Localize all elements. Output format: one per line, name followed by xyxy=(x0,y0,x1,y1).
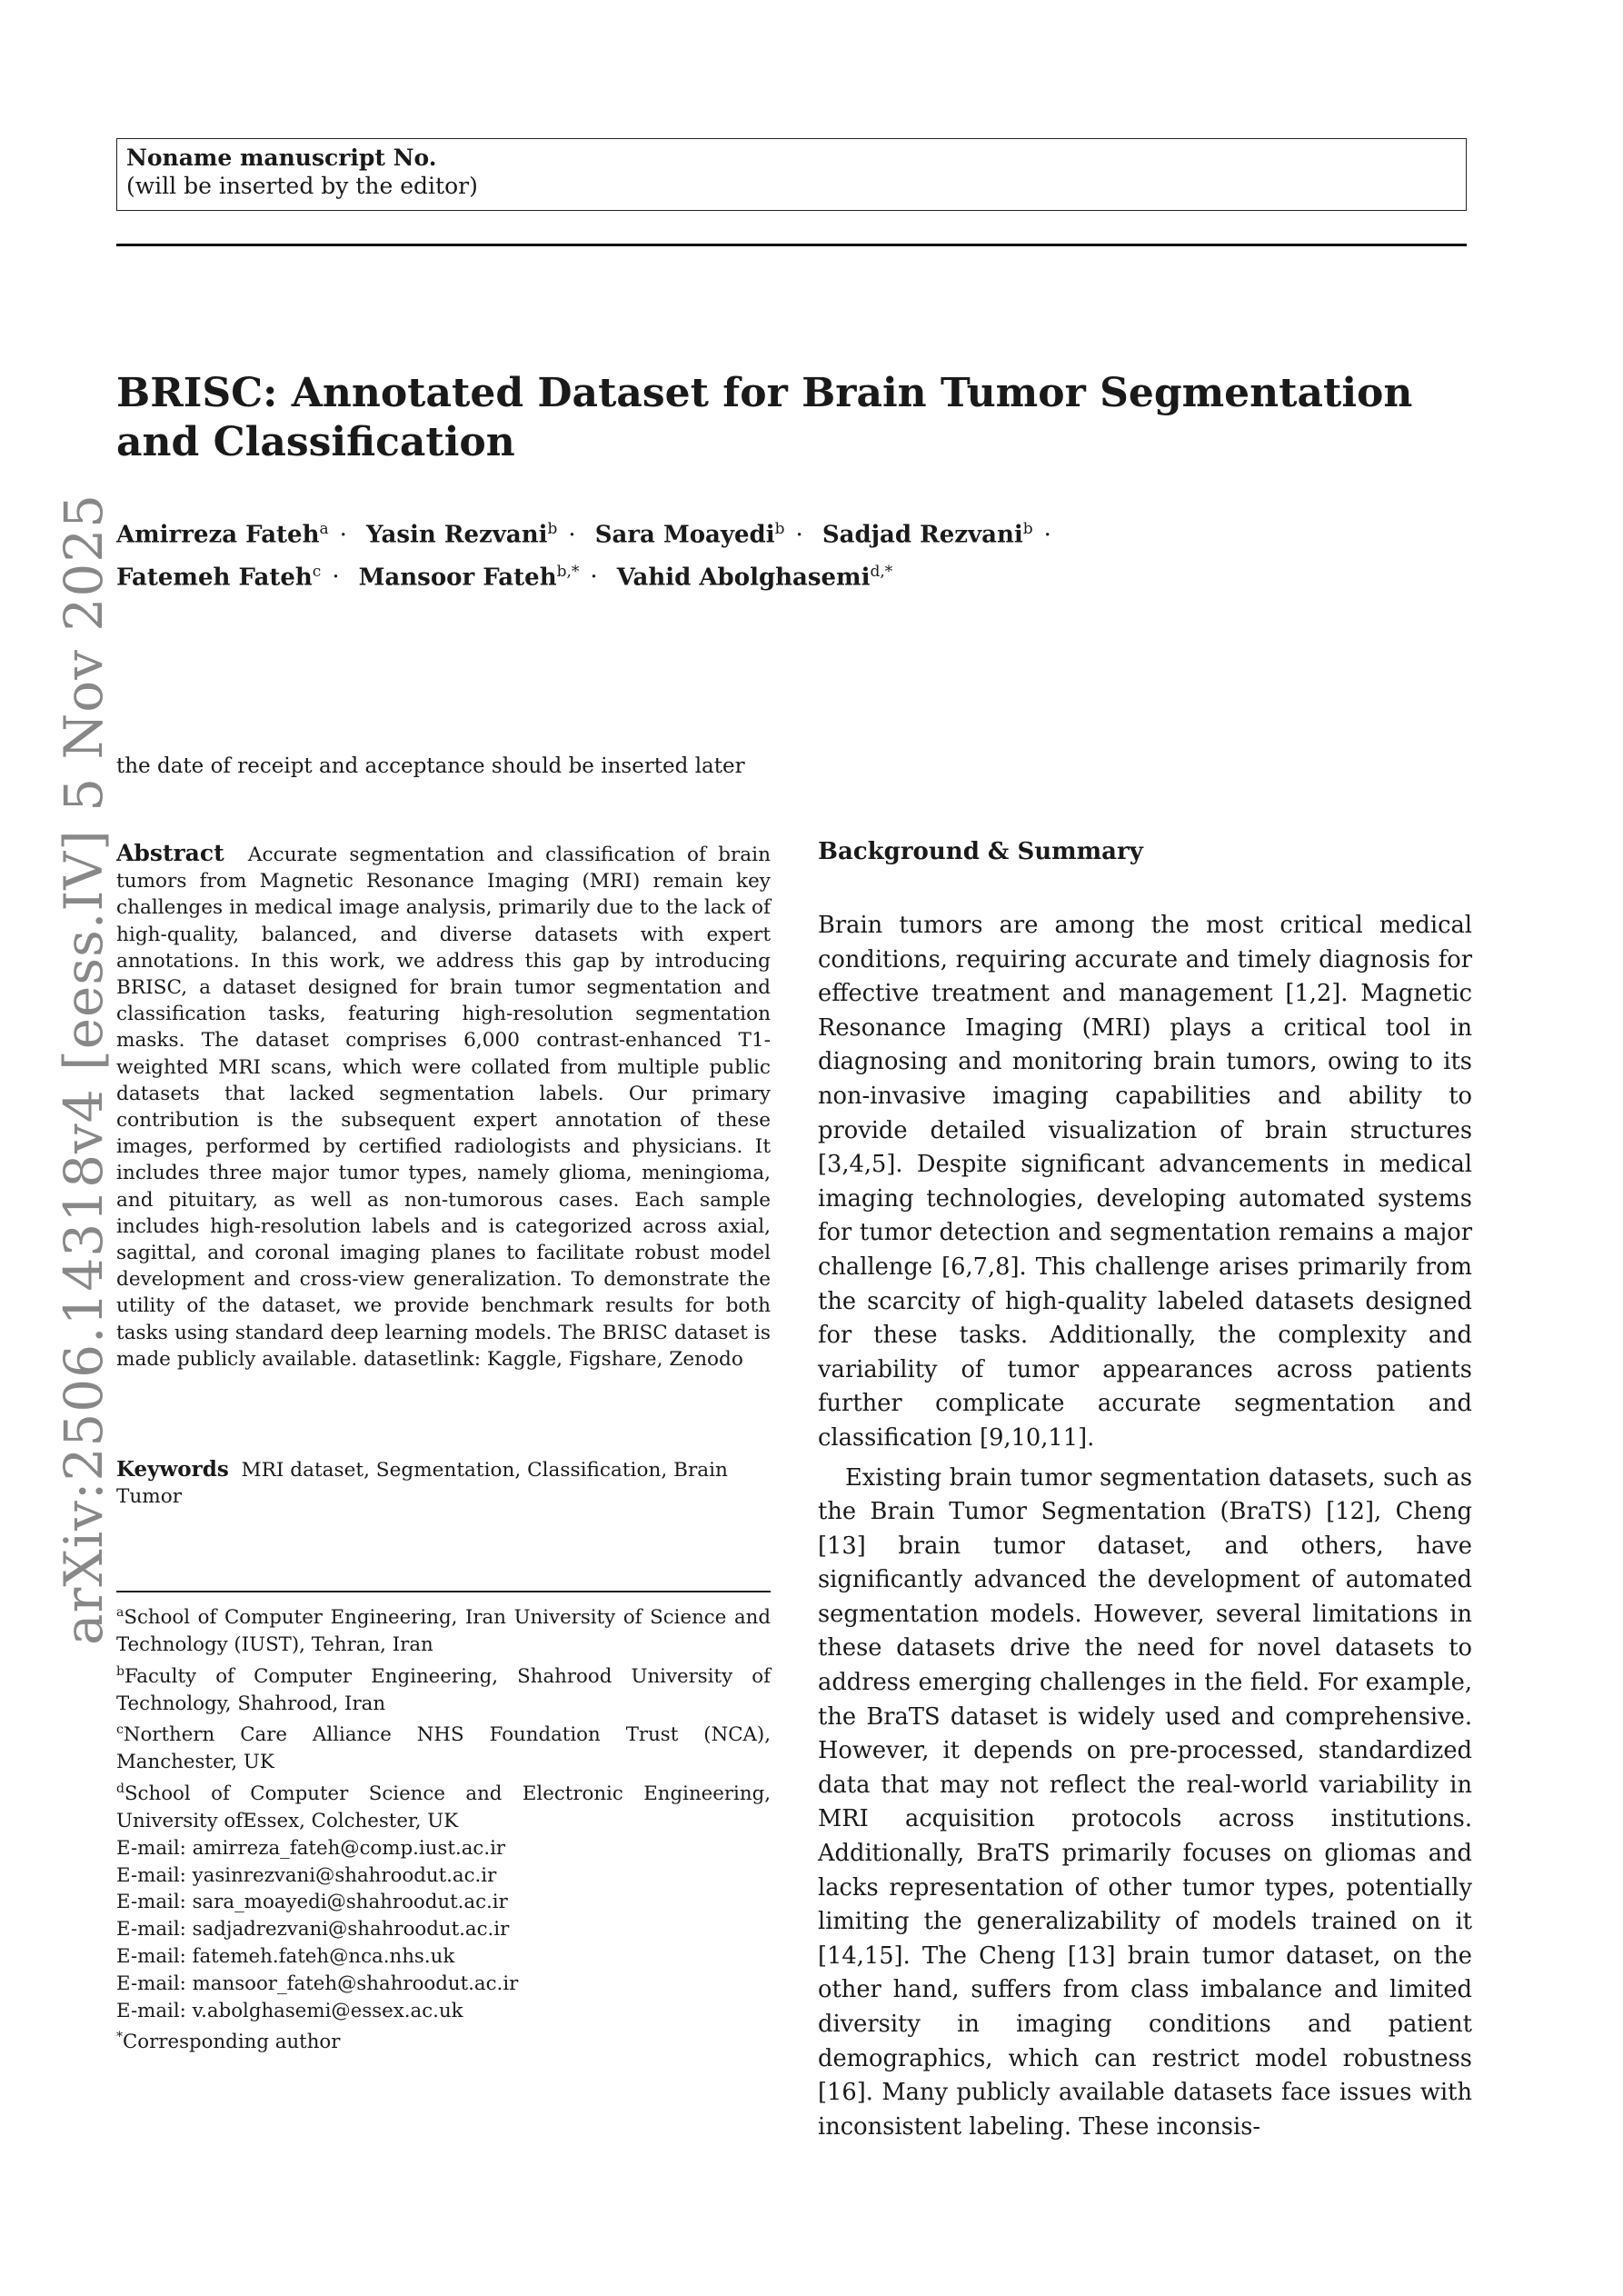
abstract-label: Abstract xyxy=(116,840,224,866)
corresponding-author-note xyxy=(116,2024,771,2056)
author-affiliation-mark: b,* xyxy=(556,562,580,581)
affiliation-text: Faculty of Computer Engineering, Shahrood University of Technology, Shahrood, Iran xyxy=(116,1664,771,1715)
author-separator: · xyxy=(590,564,598,592)
paper-title xyxy=(116,369,1498,467)
author-separator: · xyxy=(1043,521,1051,549)
keywords xyxy=(116,1456,771,1510)
author-line-1 xyxy=(116,511,1479,554)
footnotes xyxy=(116,1600,771,2056)
arxiv-identifier-stamp: arXiv:2506.14318v4 [eess.IV] 5 Nov 2025 xyxy=(53,493,115,1645)
author-separator: · xyxy=(332,564,340,592)
author-separator: · xyxy=(339,521,347,549)
author-affiliation-mark: b xyxy=(547,520,558,538)
author: Vahid Abolghasemi xyxy=(616,564,871,592)
abstract-text: Accurate segmentation and classification of brain tumors from Magnetic Resonance Imaging (MRI) remain key challenges in medical image analysis, primarily due to the lack of high-quality, balanced, and diverse datasets with expert annotations. In this work, we address this gap by introducing BRISC, a dataset designed for brain tumor segmentation and classification tasks, featuring high-resolution segmentation masks. The dataset comprises 6,000 contrast-enhanced T1-weighted MRI scans, which were collated from multiple public datasets that lacked segmentation labels. Our primary contribution is the subsequent expert annotation of these images, performed by certified radiologists and physicians. It includes three major tumor types, namely glioma, meningioma, and pituitary, as well as non-tumorous cases. Each sample includes high-resolution labels and is categorized across axial, sagittal, and coronal imaging planes to facilitate robust model development and cross-view generalization. To demonstrate the utility of the dataset, we provide benchmark results for both tasks using standard deep learning models. The BRISC dataset is made publicly available. datasetlink: Kaggle, Figshare, Zenodo xyxy=(116,844,771,1371)
email-line: E-mail: fatemeh.fateh@nca.nhs.uk xyxy=(116,1944,455,1968)
author-list xyxy=(116,511,1479,595)
affiliation-mark: d xyxy=(116,1782,124,1797)
paragraph: Existing brain tumor segmentation datasets, such as the Brain Tumor Segmentation (BraTS) [12], Cheng [13] brain tumor dataset, and others, have significantly advanced the development of automated segmentation models. However, several limitations in these datasets drive the need for novel datasets to address emerging challenges in the field. For example, the BraTS dataset is widely used and comprehensive. However, it depends on pre-processed, standardized data that may not reflect the real-world variability in MRI acquisition protocols across institutions. Additionally, BraTS primarily focuses on gliomas and lacks representation of other tumor types, potentially limiting the generalizability of models trained on it [14,15]. The Cheng [13] brain tumor dataset, on the other hand, suffers from class imbalance and limited diversity in imaging conditions and patient demographics, which can restrict model robustness [16]. Many publicly available datasets face issues with inconsistent labeling. These inconsis- xyxy=(818,1463,1472,2141)
affiliation-footnote xyxy=(116,1776,771,1835)
author-affiliation-mark: b xyxy=(774,520,785,538)
title-line-2: and Classification xyxy=(116,419,515,465)
email-line: E-mail: mansoor_fateh@shahroodut.ac.ir xyxy=(116,1972,519,1995)
author-affiliation-mark: b xyxy=(1022,520,1033,538)
header-rule xyxy=(116,244,1467,246)
affiliation-footnote xyxy=(116,1600,771,1659)
author-separator: · xyxy=(795,521,803,549)
paragraph: Brain tumors are among the most critical medical conditions, requiring accurate and timely diagnosis for effective treatment and management [1,2]. Magnetic Resonance Imaging (MRI) plays a critical tool in diagnosing and monitoring brain tumors, owing to its non-invasive imaging capabilities and ability to provide detailed visualization of brain structures [3,4,5]. Despite significant advancements in medical imaging technologies, developing automated systems for tumor detection and segmentation remains a major challenge [6,7,8]. This challenge arises primarily from the scarcity of high-quality labeled datasets designed for these tasks. Additionally, the complexity and variability of tumor appearances across patients further complicate accurate segmentation and classification [9,10,11]. xyxy=(818,912,1472,1452)
corresponding-text: Corresponding author xyxy=(123,2031,341,2054)
author: Amirreza Fateh xyxy=(116,521,320,549)
author: Mansoor Fateh xyxy=(358,564,557,592)
author-affiliation-mark: c xyxy=(312,562,322,581)
received-date-note: the date of receipt and acceptance should be inserted later xyxy=(116,754,745,778)
abstract xyxy=(116,840,771,1373)
author: Sadjad Rezvani xyxy=(821,521,1023,549)
keywords-label: Keywords xyxy=(116,1457,229,1482)
email-line: E-mail: amirreza_fateh@comp.iust.ac.ir xyxy=(116,1836,506,1860)
title-line-1: BRISC: Annotated Dataset for Brain Tumor Segmentation xyxy=(116,370,1413,416)
email-line: E-mail: sara_moayedi@shahroodut.ac.ir xyxy=(116,1891,508,1914)
affiliation-mark: c xyxy=(116,1722,124,1738)
section-body xyxy=(818,909,1472,2144)
author-affiliation-mark: d,* xyxy=(870,562,893,581)
keywords-text: MRI dataset, Segmentation, Classification, Brain Tumor xyxy=(116,1459,728,1509)
affiliation-text: Northern Care Alliance NHS Foundation Trust (NCA), Manchester, UK xyxy=(116,1723,771,1774)
affiliation-mark: a xyxy=(116,1605,124,1620)
author: Fatemeh Fateh xyxy=(116,564,313,592)
email-line: E-mail: yasinrezvani@shahroodut.ac.ir xyxy=(116,1863,497,1887)
section-heading: Background & Summary xyxy=(818,838,1143,865)
footnote-rule xyxy=(116,1591,771,1592)
email-line: E-mail: sadjadrezvani@shahroodut.ac.ir xyxy=(116,1918,510,1942)
editor-note-box xyxy=(116,138,1467,211)
affiliation-footnote xyxy=(116,1659,771,1718)
affiliation-footnote xyxy=(116,1717,771,1776)
corresponding-mark: * xyxy=(116,2030,123,2045)
author: Sara Moayedi xyxy=(594,521,775,549)
affiliation-text: School of Computer Science and Electronic Engineering, University ofEssex, Colchester, UK xyxy=(116,1782,771,1832)
affiliation-text: School of Computer Engineering, Iran University of Science and Technology (IUST), Tehran, Iran xyxy=(116,1606,771,1656)
author-line-2 xyxy=(116,554,1479,596)
manuscript-number: Noname manuscript No. xyxy=(126,145,437,171)
author-affiliation-mark: a xyxy=(319,520,329,538)
email-line: E-mail: v.abolghasemi@essex.ac.uk xyxy=(116,1999,463,2022)
author: Yasin Rezvani xyxy=(365,521,548,549)
author-separator: · xyxy=(568,521,576,549)
affiliation-mark: b xyxy=(116,1663,124,1679)
editor-note: (will be inserted by the editor) xyxy=(126,173,478,199)
